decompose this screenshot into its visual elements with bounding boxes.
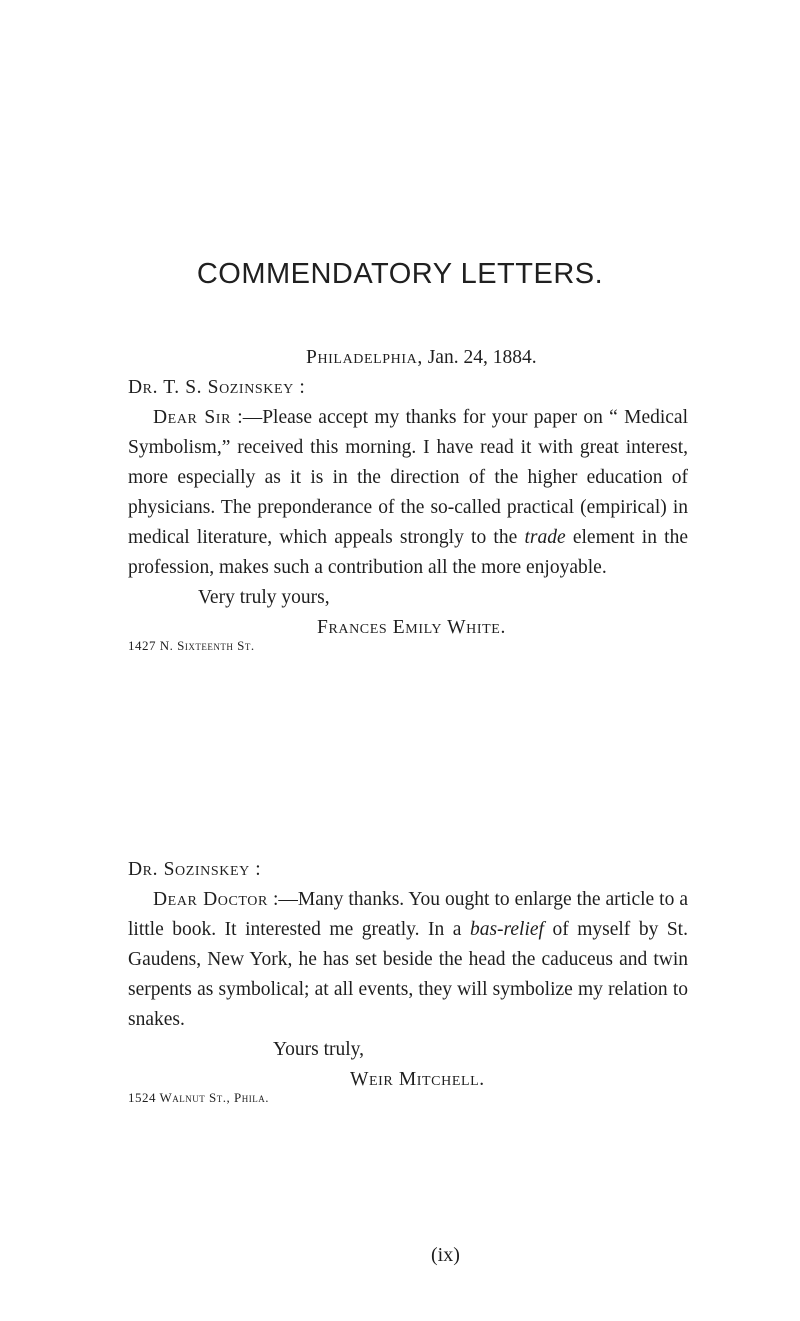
address: 1524 Walnut St., Phila.: [128, 1090, 269, 1105]
letter-mitchell: [128, 855, 688, 1107]
addressee: Dr. T. S. Sozinskey :: [128, 377, 306, 398]
salutation: Dear Doctor: [153, 889, 268, 910]
dateline-place: Philadelphia,: [306, 347, 423, 368]
closing: Very truly yours,: [198, 587, 330, 608]
page-number: (ix): [431, 1244, 460, 1266]
page-title: COMMENDATORY LETTERS.: [196, 258, 604, 290]
body-text-start: :—Please accept my thanks for your paper on “ Medical Symbolism,” received this morning. I have read it with great interest, more especially as it is in the direction of the higher education of physicians. The preponderance of the so-called practical (empirical) in medical literature, which appeals strongly to the: [128, 407, 688, 548]
body-text-start: :—Many thanks. You ought to enlarge the article to a little book. It interested me greatly. In a: [128, 889, 688, 940]
dateline: [128, 343, 688, 373]
body-text-italic: trade: [524, 527, 566, 548]
signature: Frances Emily White.: [317, 617, 506, 638]
dateline-date: Jan. 24, 1884.: [422, 347, 537, 368]
body-text-end: of myself by St. Gaudens, New York, he has set beside the head the caduceus and twin serpents as symbolical; at all events, they will symbolize my relation to snakes.: [128, 919, 688, 1030]
body-text-italic: bas-relief: [469, 919, 544, 940]
salutation: Dear Sir: [153, 407, 232, 428]
closing: Yours truly,: [273, 1039, 365, 1060]
signature: Weir Mitchell.: [350, 1069, 485, 1090]
addressee: Dr. Sozinskey :: [128, 859, 262, 880]
address: 1427 N. Sixteenth St.: [128, 638, 255, 653]
letter-white: [128, 343, 688, 655]
body-text-end: element in the profession, makes such a contribution all the more enjoyable.: [128, 527, 688, 578]
letter-body: [128, 403, 688, 583]
letter-body: [128, 885, 688, 1035]
